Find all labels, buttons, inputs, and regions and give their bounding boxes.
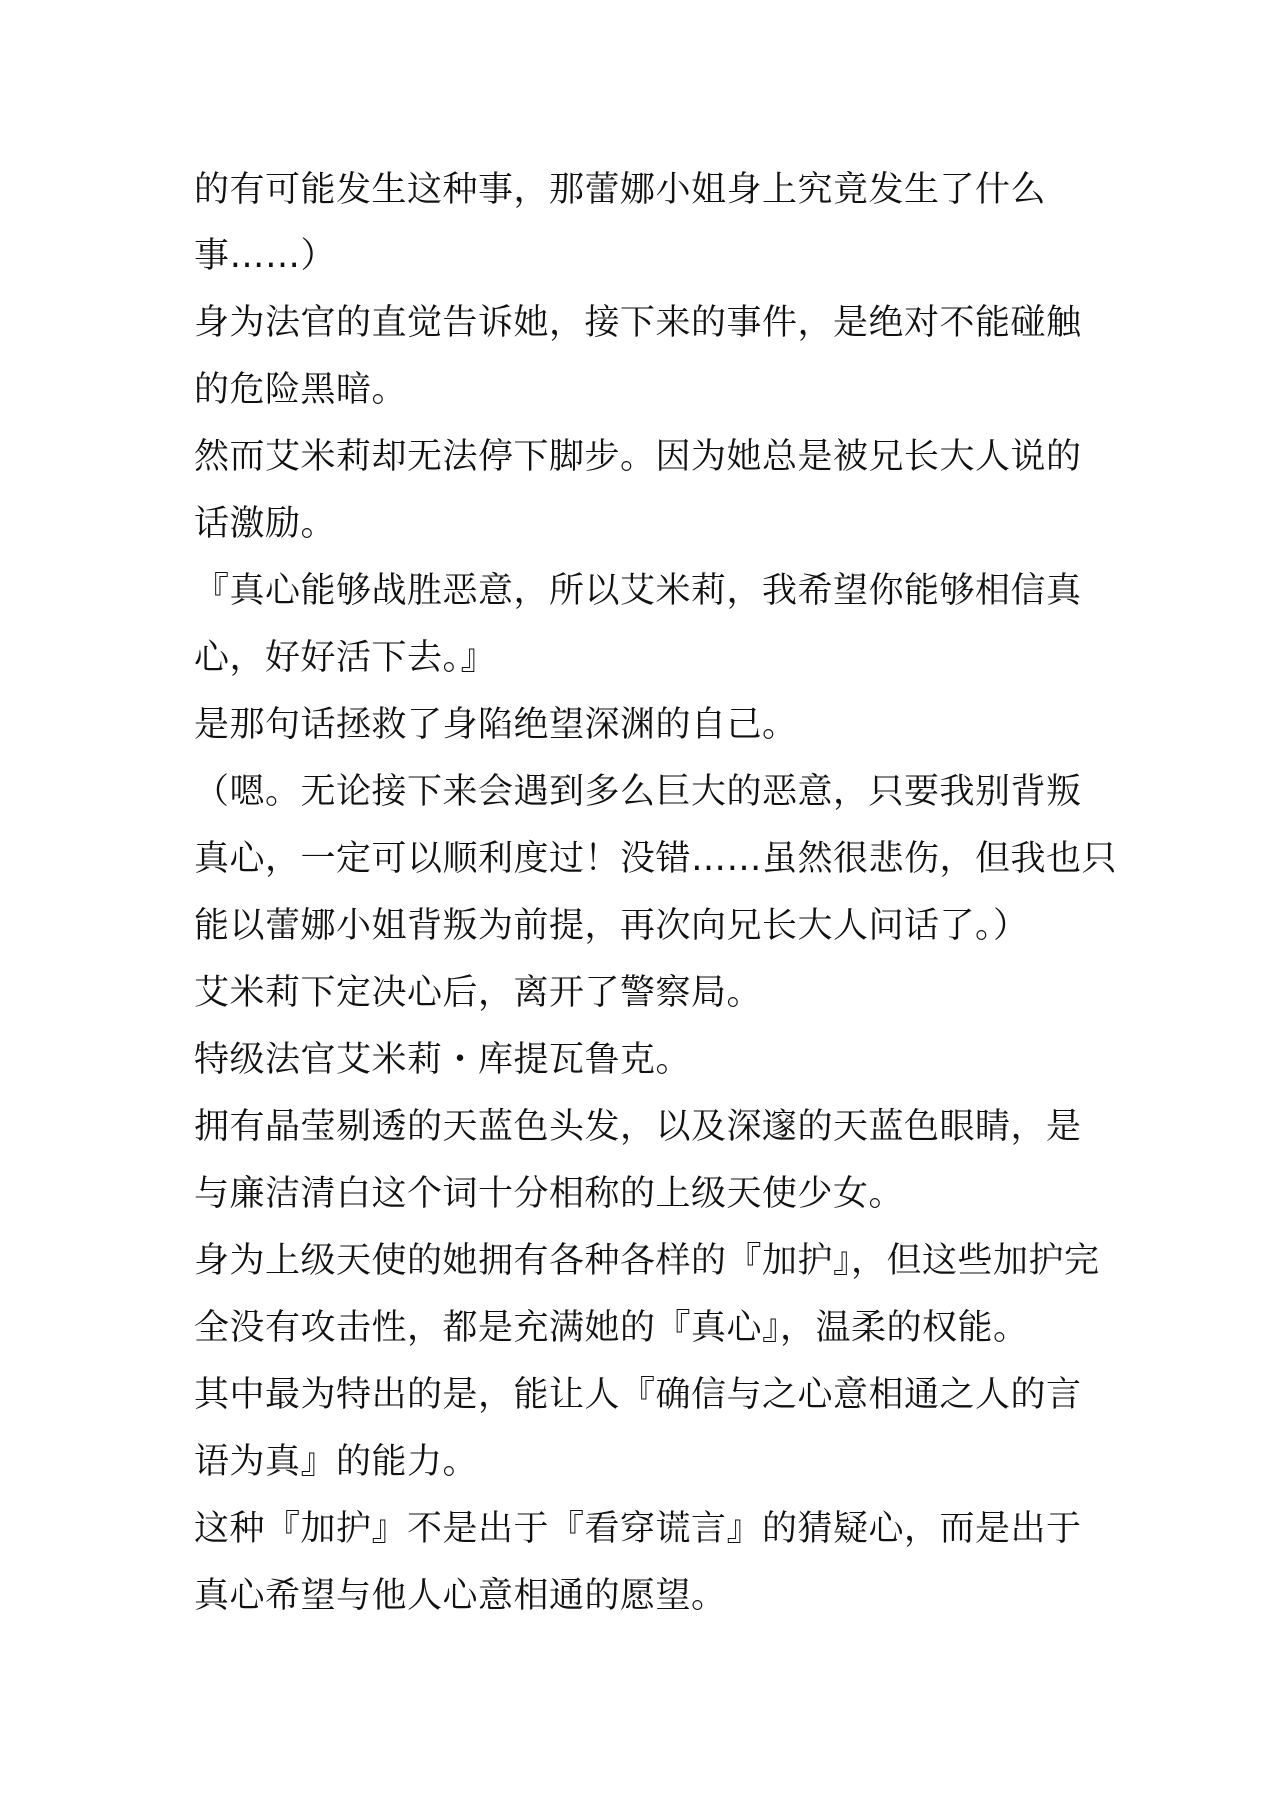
text-line-20: 语为真』的能力。 [194, 1442, 479, 1482]
text-line-7: 『真心能够战胜恶意，所以艾米莉，我希望你能够相信真 [194, 571, 1082, 611]
text-line-12: 能以蕾娜小姐背叛为前提，再次向兄长大人问话了。） [194, 906, 1029, 946]
text-line-18: 全没有攻击性，都是充满她的『真心』，温柔的权能。 [194, 1308, 1029, 1348]
text-line-6: 话激励。 [194, 504, 337, 544]
text-line-11: 真心，一定可以顺利度过！没错……虽然很悲伤，但我也只 [194, 839, 1118, 879]
text-line-21: 这种『加护』不是出于『看穿谎言』的猜疑心，而是出于 [194, 1509, 1082, 1549]
text-line-1: 的有可能发生这种事，那蕾娜小姐身上究竟发生了什么 [194, 170, 1047, 210]
text-line-14: 特级法官艾米莉・库提瓦鲁克。 [194, 1040, 692, 1080]
text-line-19: 其中最为特出的是，能让人『确信与之心意相通之人的言 [194, 1375, 1082, 1415]
text-line-5: 然而艾米莉却无法停下脚步。因为她总是被兄长大人说的 [194, 437, 1082, 477]
text-line-13: 艾米莉下定决心后，离开了警察局。 [194, 973, 763, 1013]
text-line-22: 真心希望与他人心意相通的愿望。 [194, 1576, 727, 1616]
text-line-9: 是那句话拯救了身陷绝望深渊的自己。 [194, 705, 798, 745]
text-line-16: 与廉洁清白这个词十分相称的上级天使少女。 [194, 1174, 905, 1214]
text-line-17: 身为上级天使的她拥有各种各样的『加护』，但这些加护完 [194, 1241, 1100, 1281]
text-line-8: 心，好好活下去。』 [194, 638, 497, 678]
text-line-10: （嗯。无论接下来会遇到多么巨大的恶意，只要我别背叛 [194, 772, 1082, 812]
text-line-15: 拥有晶莹剔透的天蓝色头发，以及深邃的天蓝色眼睛，是 [194, 1107, 1082, 1147]
text-line-3: 身为法官的直觉告诉她，接下来的事件，是绝对不能碰触 [194, 303, 1082, 343]
text-line-4: 的危险黑暗。 [194, 370, 408, 410]
text-line-2: 事……） [194, 236, 337, 276]
